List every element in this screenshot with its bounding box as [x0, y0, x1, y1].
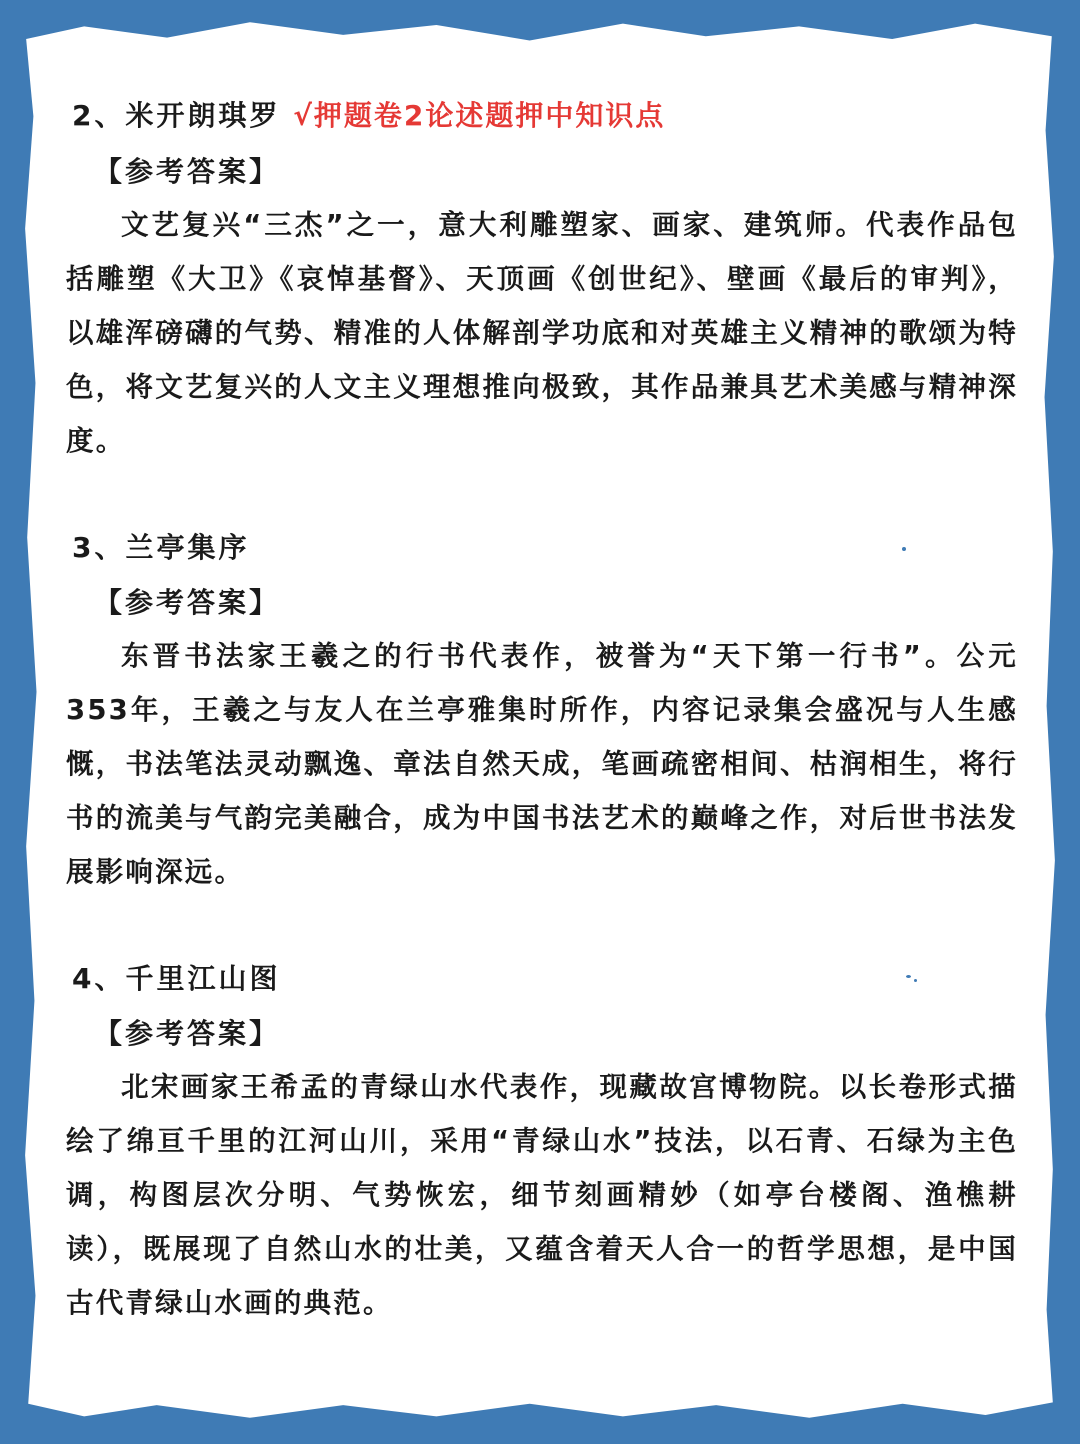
section-title: 4、千里江山图 [72, 962, 281, 995]
section-heading [72, 528, 249, 568]
section-title: 2、米开朗琪罗 [72, 99, 281, 132]
exam-hit-note: √押题卷2论述题押中知识点 [293, 99, 666, 132]
answer-label: 【参考答案】 [94, 1017, 281, 1050]
answer-label: 【参考答案】 [94, 586, 281, 619]
answer-paragraph: 北宋画家王希孟的青绿山水代表作，现藏故宫博物院。以长卷形式描绘了绵亘千里的江河山川，采用“青绿山水”技法，以石青、石绿为主色调，构图层次分明、气势恢宏，细节刻画精妙（如亭台楼阁、渔樵耕读），既展现了自然山水的壮美，又蕴含着天人合一的哲学思想，是中国古代青绿山水画的典范。 [66, 1071, 1018, 1319]
section-heading [72, 959, 280, 999]
ink-speck [914, 979, 917, 982]
answer-label: 【参考答案】 [94, 155, 281, 188]
section-heading [72, 96, 665, 136]
answer-paragraph: 东晋书法家王羲之的行书代表作，被誉为“天下第一行书”。公元353年，王羲之与友人在兰亭雅集时所作，内容记录集会盛况与人生感慨，书法笔法灵动飘逸、章法自然天成，笔画疏密相间、枯润相生，将行书的流美与气韵完美融合，成为中国书法艺术的巅峰之作，对后世书法发展影响深远。 [66, 640, 1018, 888]
ink-speck [902, 547, 906, 551]
ink-speck [906, 975, 911, 978]
section-title: 3、兰亭集序 [72, 531, 250, 564]
answer-paragraph: 文艺复兴“三杰”之一，意大利雕塑家、画家、建筑师。代表作品包括雕塑《大卫》《哀悼基督》、天顶画《创世纪》、壁画《最后的审判》，以雄浑磅礴的气势、精准的人体解剖学功底和对英雄主义精神的歌颂为特色，将文艺复兴的人文主义理想推向极致，其作品兼具艺术美感与精神深度。 [66, 209, 1018, 457]
